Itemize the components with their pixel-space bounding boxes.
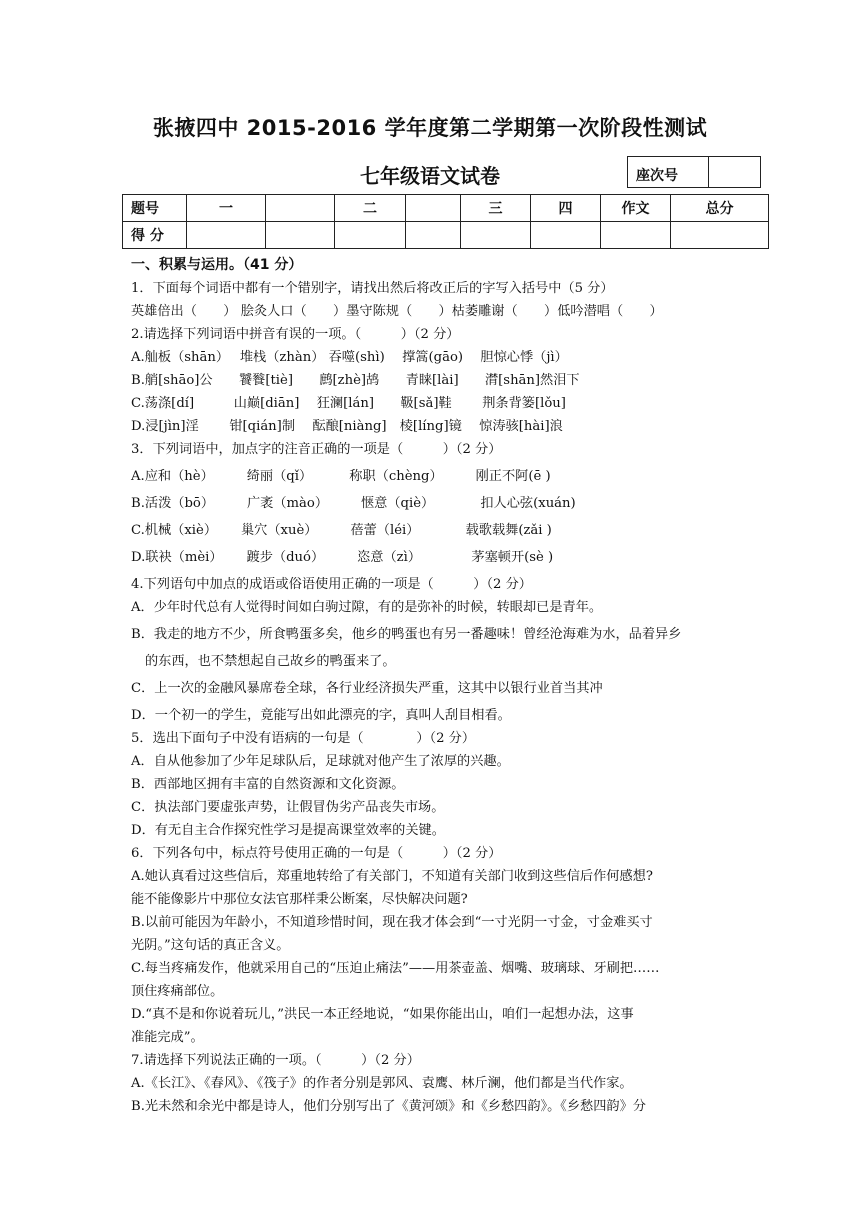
option-line: D.浸[jìn]淫 钳[qián]制 酝酿[niàng] 棱[líng]镜 惊涛骇[hài]浪 [131,419,563,434]
score-cell: 总分 [671,195,769,222]
option-line: A.她认真看过这些信后，郑重地转给了有关部门，不知道有关部门收到这些信后作何感想? [131,869,653,884]
seat-number-divider [708,157,709,187]
exam-title: 张掖四中 2015-2016 学年度第二学期第一次阶段性测试 [152,116,708,140]
option-line: 能不能像影片中那位女法官那样秉公断案，尽快解决问题? [131,892,468,907]
score-cell [531,222,601,249]
seat-number-label: 座次号 [636,168,678,184]
exam-subtitle: 七年级语文试卷 [360,164,500,188]
score-cell [335,222,406,249]
score-cell: 三 [461,195,531,222]
option-line: A.《长江》、《春风》、《筏子》的作者分别是郭风、袁鹰、林斤澜，他们都是当代作家。 [131,1076,633,1091]
question-line: 7.请选择下列说法正确的一项。（ ）（2 分） [131,1053,420,1068]
score-cell: 二 [335,195,406,222]
score-table-score-row [123,222,769,249]
option-line: D.联袂（mèi） 踱步（duó） 恣意（zì） 茅塞顿开(sè ) [131,550,554,565]
option-line: C．执法部门要虚张声势，让假冒伪劣产品丧失市场。 [131,800,445,815]
option-line: A.舢板（shān） 堆栈（zhàn） 吞噬(shì) 撑篙(gāo) 胆惊心悸（jì） [131,350,568,365]
score-cell: 四 [531,195,601,222]
score-cell [406,222,461,249]
question-line: 4.下列语句中加点的成语或俗语使用正确的一项是（ ）（2 分） [131,577,532,592]
option-line: 光阴。”这句话的真正含义。 [131,938,290,953]
option-line: B.活泼（bō） 广袤（mào） 惬意（qiè） 扣人心弦(xuán) [131,496,576,511]
score-cell [461,222,531,249]
section-heading: 一、积累与运用。（41 分） [131,257,303,273]
option-line: C.每当疼痛发作，他就采用自己的“压迫止痛法”——用茶壶盖、烟嘴、玻璃球、牙刷把…… [131,961,660,976]
option-line: A．少年时代总有人觉得时间如白驹过隙，有的是弥补的时候，转眼却已是青年。 [131,600,603,615]
option-line: D.“真不是和你说着玩儿，”洪民一本正经地说，“如果你能出山，咱们一起想办法，这事 [131,1007,634,1022]
option-line: A.应和（hè） 绮丽（qǐ） 称职（chèng） 刚正不阿(ē ) [131,469,551,484]
score-cell [406,195,461,222]
score-cell [266,195,335,222]
score-cell: 作文 [601,195,671,222]
option-line: B.光未然和余光中都是诗人，他们分别写出了《黄河颂》和《乡愁四韵》。《乡愁四韵》分 [131,1099,646,1114]
question-line: 5．选出下面句子中没有语病的一句是（ ）（2 分） [131,731,476,746]
question-line: 3．下列词语中，加点字的注音正确的一项是（ ）（2 分） [131,442,502,457]
score-cell: 题号 [123,195,187,222]
question-line: 1．下面每个词语中都有一个错别字，请找出然后将改正后的字写入括号中（5 分） [131,281,614,296]
score-table-header-row [123,195,769,222]
exam-content [131,254,741,1118]
score-cell [266,222,335,249]
option-line: B.艄[shāo]公 饕餮[tiè] 鹧[zhè]鸪 青睐[lài] 潸[shān]然泪下 [131,373,580,388]
option-line: C.机械（xiè） 巢穴（xuè） 蓓蕾（léi） 载歌载舞(zǎi ) [131,523,552,538]
question-line: 英雄倍出（ ） 脍灸人口（ ）墨守陈规（ ）枯萎雕谢（ ）低吟潜唱（ ） [131,304,663,319]
score-cell [187,222,266,249]
option-line: C.荡涤[dí] 山巅[diān] 狂澜[lán] 靸[sǎ]鞋 荆条背篓[lǒu] [131,396,566,411]
score-cell: 一 [187,195,266,222]
question-line: 2.请选择下列词语中拼音有误的一项。（ ）（2 分） [131,327,460,342]
option-line: 准能完成”。 [131,1030,204,1045]
score-table [122,194,769,249]
option-line: B．西部地区拥有丰富的自然资源和文化资源。 [131,777,405,792]
option-line: D．有无自主合作探究性学习是提高课堂效率的关键。 [131,823,445,838]
option-line: B.以前可能因为年龄小，不知道珍惜时间，现在我才体会到“一寸光阴一寸金，寸金难买寸 [131,915,653,930]
option-line: 顶住疼痛部位。 [131,984,224,999]
option-line: C．上一次的金融风暴席卷全球，各行业经济损失严重，这其中以银行业首当其冲 [131,681,603,696]
score-cell [601,222,671,249]
option-line: 的东西，也不禁想起自己故乡的鸭蛋来了。 [145,654,396,669]
score-row-label: 得 分 [123,222,187,249]
option-line: B．我走的地方不少，所食鸭蛋多矣，他乡的鸭蛋也有另一番趣味！曾经沧海难为水，品着异乡 [131,627,682,642]
seat-number-box [627,156,761,188]
question-line: 6．下列各句中，标点符号使用正确的一句是（ ）（2 分） [131,846,502,861]
option-line: D．一个初一的学生，竟能写出如此漂亮的字，真叫人刮目相看。 [131,708,511,723]
option-line: A．自从他参加了少年足球队后，足球就对他产生了浓厚的兴趣。 [131,754,510,769]
score-cell [671,222,769,249]
